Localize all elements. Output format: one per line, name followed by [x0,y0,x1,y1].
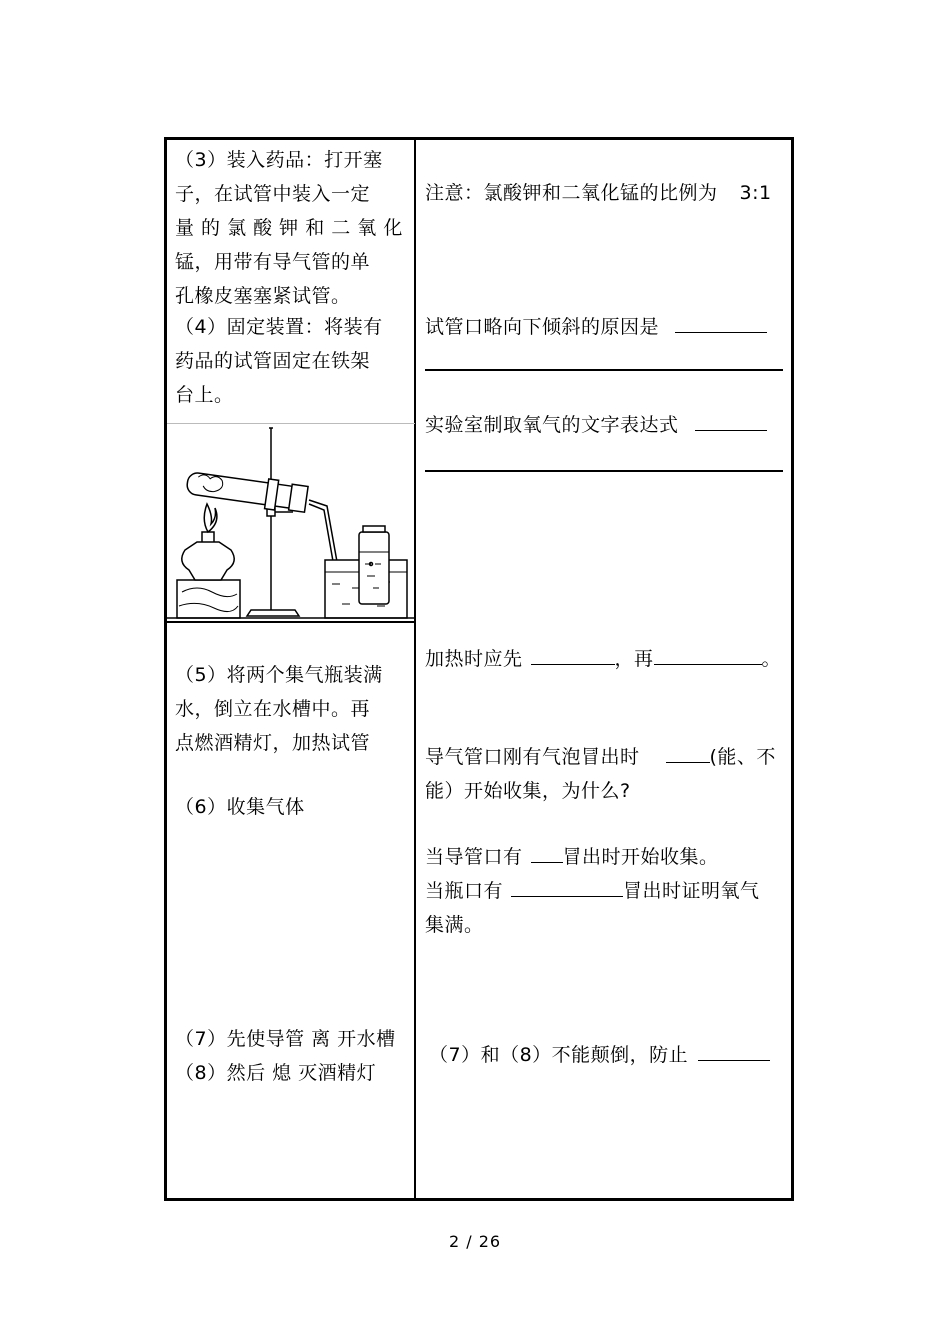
step3-text: （3）装入药品：打开塞 子，在试管中装入一定 量 的 氯 酸 钾 和 二 氧 化 锰，用带有导气管的单 孔橡皮塞塞紧试管。 [175,149,403,307]
collect-answer-blank[interactable] [531,840,563,863]
oxygen-apparatus-icon [167,424,414,620]
step7-text: （7）先使导管 离 开水槽 [175,1028,396,1050]
step6-text: （6）收集气体 [175,796,305,818]
equation-answer-line[interactable] [425,470,783,472]
full-answer-blank[interactable] [511,874,623,897]
step4-text: （4）固定装置：将装有 药品的试管固定在铁架 台上。 [175,316,383,406]
order-question: （7）和（8）不能颠倒，防止 [429,1038,770,1072]
tilt-answer-blank[interactable] [675,310,767,333]
step8-text: （8）然后 熄 灭酒精灯 [175,1062,377,1084]
heat-first-blank[interactable] [531,642,615,665]
collect-question: 当导管口有 冒出时开始收集。 当瓶口有 冒出时证明氧气 集满。 [425,840,760,942]
equation-answer-blank[interactable] [695,408,767,431]
column-divider [414,140,416,1198]
equation-question: 实验室制取氧气的文字表达式 [425,408,767,442]
apparatus-illustration [167,424,414,620]
page-number: 2 / 26 [448,1232,502,1251]
heat-question: 加热时应先 ，再 。 [425,642,781,676]
tilt-answer-line[interactable] [425,369,783,371]
bubble-question: 导气管口刚有气泡冒出时 (能、不 能）开始收集，为什么? [425,740,776,808]
bubble-answer-blank[interactable] [666,740,710,763]
heat-second-blank[interactable] [654,642,762,665]
order-answer-blank[interactable] [698,1038,770,1061]
row-divider [167,621,415,623]
step5-text: （5）将两个集气瓶装满 水，倒立在水槽中。再 点燃酒精灯，加热试管 [175,664,383,754]
note-ratio: 注意：氯酸钾和二氧化锰的比例为 3:1 [425,182,772,204]
experiment-table [164,137,794,1201]
tilt-question: 试管口略向下倾斜的原因是 [425,310,767,344]
